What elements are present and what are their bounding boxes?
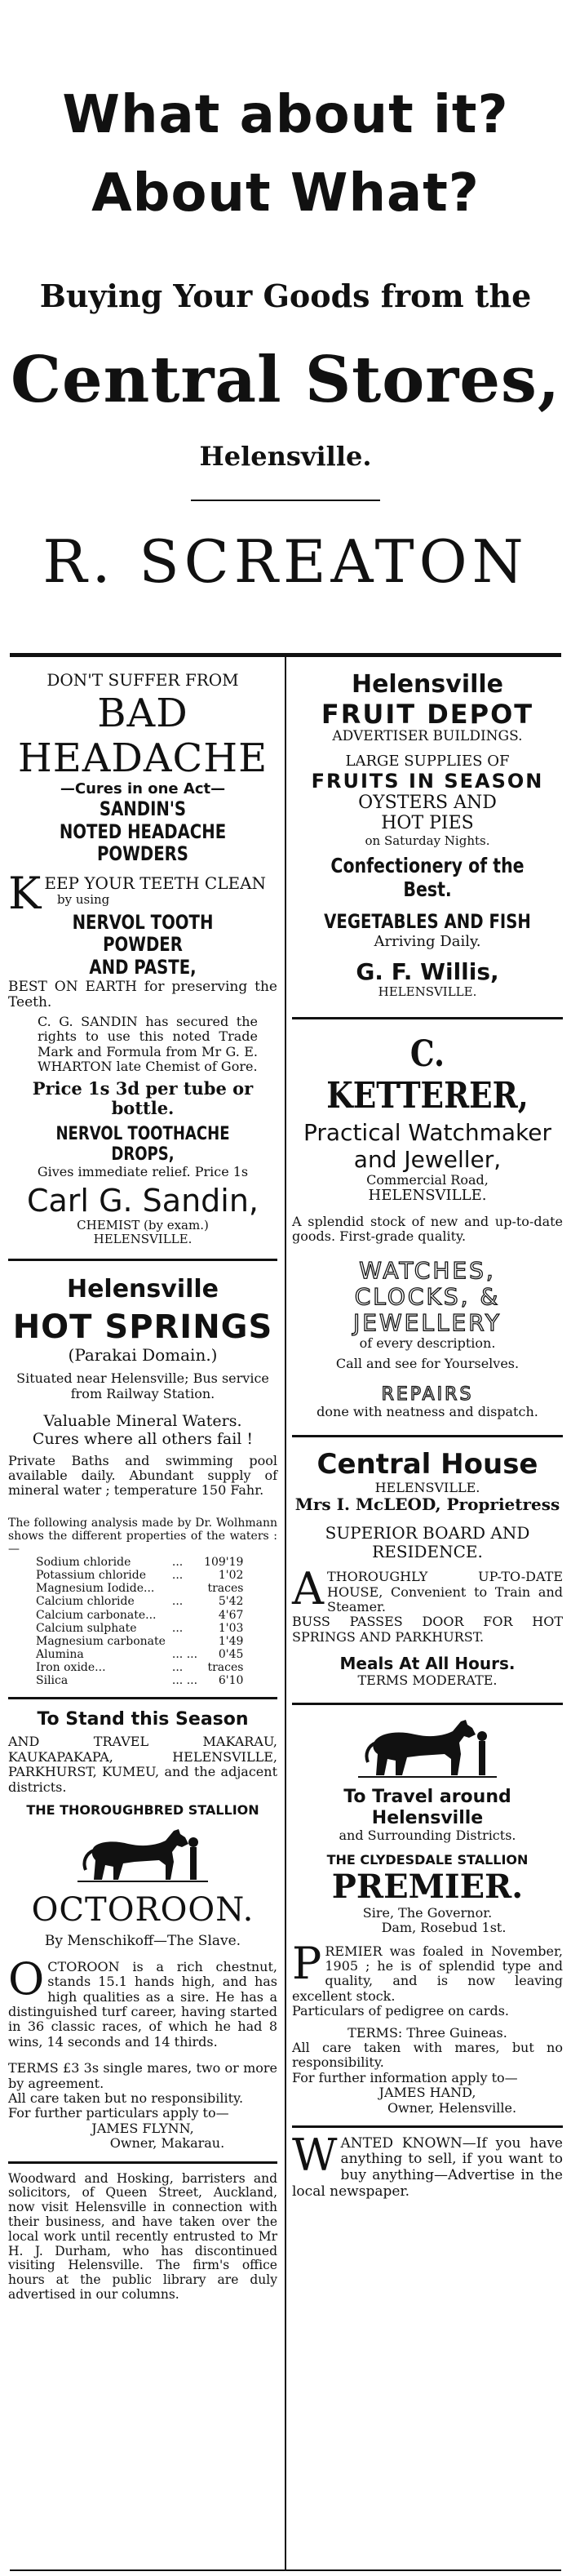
sandin-cures: —Cures in one Act— <box>60 780 226 798</box>
octoroon-particulars: For further particulars apply to— <box>8 2105 229 2121</box>
fruit-oysters: OYSTERS AND <box>358 793 497 814</box>
fruit-town: Helensville <box>351 670 504 699</box>
drops-relief: Gives immediate relief. Price 1s <box>37 1164 249 1180</box>
analysis-dots: ... <box>171 1569 184 1583</box>
premier-districts: and Surrounding Districts. <box>339 1828 516 1844</box>
fruit-arriving: Arriving Daily. <box>374 933 481 951</box>
sandin-secured: C. G. SANDIN has secured the rights to use this noted Trade Mark and Formula from Mr G. E. WHARTON late Chemist of Gore. <box>38 1013 258 1074</box>
ketterer-watches: WATCHES, <box>359 1256 496 1284</box>
premier-further: For further information apply to— <box>292 2069 518 2085</box>
ketterer-repairs: REPAIRS <box>381 1383 474 1405</box>
analysis-value: 1'49 <box>218 1634 244 1648</box>
premier-heading: To Travel around Helensville <box>343 1787 511 1828</box>
octoroon-dropcap: O <box>8 1952 45 2005</box>
ketterer-clocks: CLOCKS, & <box>354 1282 501 1310</box>
analysis-name: Magnesium Iodide... <box>36 1582 155 1596</box>
premier-sire: Sire, The Governor. <box>362 1904 493 1921</box>
headline-town: Helensville. <box>199 441 372 472</box>
sandin-product-2: NOTED HEADACHE POWDERS <box>59 819 227 866</box>
analysis-row <box>33 1595 246 1608</box>
sandin-price: Price 1s 3d per tube or bottle. <box>32 1078 254 1119</box>
premier-horse-icon <box>358 1713 497 1782</box>
premier-dropcap: P <box>292 1937 322 1989</box>
analysis-row <box>33 1648 246 1661</box>
ketterer-name: C. KETTERER, <box>326 1033 529 1117</box>
premier-owner: JAMES HAND, <box>378 2085 476 2101</box>
analysis-table <box>33 1556 246 1687</box>
ketterer-advert <box>292 1034 563 1419</box>
analysis-row <box>33 1635 246 1648</box>
analysis-name: Calcium sulphate <box>36 1621 137 1635</box>
drops-1: NERVOL TOOTHACHE <box>55 1123 230 1144</box>
analysis-dots: ... <box>171 1621 184 1635</box>
analysis-dots <box>169 1582 201 1595</box>
springs-town: Helensville <box>66 1274 219 1304</box>
tooth-product-2: AND PASTE, <box>89 956 197 979</box>
analysis-dots: ... <box>171 1556 184 1570</box>
house-meals: Meals At All Hours. <box>339 1654 516 1674</box>
octoroon-places: AND TRAVEL MAKARAU, KAUKAPAKAPA, HELENSVILLE, PARKHURST, KUMEU, and the adjacent districts. <box>8 1734 277 1795</box>
premier-dam: Dam, Rosebud 1st. <box>381 1920 507 1936</box>
springs-baths: Private Baths and swimming pool available daily. Abundant supply of mineral water ; temperature 150 Fahr. <box>8 1452 277 1499</box>
analysis-dots <box>169 1635 201 1648</box>
house-terms: TERMS MODERATE. <box>357 1672 498 1689</box>
house-bus: BUSS PASSES DOOR FOR HOT SPRINGS AND PARKHURST. <box>292 1614 563 1645</box>
analysis-name: Calcium carbonate... <box>36 1608 157 1622</box>
fruit-pies: HOT PIES <box>381 813 474 834</box>
teeth-line-1: EEP YOUR TEETH CLEAN <box>44 873 267 893</box>
fruit-saturday: on Saturday Nights. <box>365 833 490 848</box>
owner-screaton: R. SCREATON <box>42 527 529 596</box>
wanted-notice <box>292 2129 563 2200</box>
drops-2: DROPS, <box>111 1144 175 1165</box>
house-place: HELENSVILLE. <box>374 1479 480 1495</box>
springs-analysis-intro: The following analysis made by Dr. Wolhmann shows the different properties of the waters :— <box>8 1516 277 1557</box>
headline-what-about-it: What about it? <box>62 85 509 145</box>
sandin-chemist: CHEMIST (by exam.) <box>77 1218 209 1233</box>
analysis-row <box>33 1609 246 1622</box>
octoroon-desc-text: CTOROON is a rich chestnut, stands 15.1 hands high, and has high qualities as a sire. He has a distinguished turf career, having started in 36 classic races, of which he had 8 wins, 14 seconds and 14 thirds. <box>8 1958 277 2050</box>
octoroon-heading: To Stand this Season <box>37 1709 249 1730</box>
wanted-dropcap: W <box>292 2129 338 2181</box>
fruit-owner: G. F. Willis, <box>356 957 499 985</box>
short-rule <box>191 500 380 501</box>
house-board-1: SUPERIOR BOARD AND <box>325 1523 530 1543</box>
premier-stallion: THE CLYDESDALE STALLION <box>326 1852 529 1868</box>
tooth-best: BEST ON EARTH for preserving the Teeth. <box>8 978 277 1011</box>
headline-buying: Buying Your Goods from the <box>39 278 532 314</box>
premier-terms: TERMS: Three Guineas. <box>347 2024 507 2041</box>
headline-about-what: About What? <box>91 163 480 224</box>
analysis-name: Sodium chloride <box>36 1556 131 1570</box>
analysis-value: 5'42 <box>218 1595 244 1609</box>
analysis-dots: ... ... <box>171 1674 198 1687</box>
premier-owner-place: Owner, Helensville. <box>387 2099 517 2116</box>
analysis-value: 0'45 <box>218 1647 244 1661</box>
rule-left-3 <box>8 2161 277 2164</box>
springs-situated: Situated near Helensville; Bus service from Railway Station. <box>16 1370 269 1401</box>
ketterer-jewellery: JEWELLERY <box>353 1308 502 1336</box>
octoroon-stallion: THE THOROUGHBRED STALLION <box>26 1801 259 1818</box>
springs-title: HOT SPRINGS <box>12 1308 273 1347</box>
analysis-name: Alumina <box>36 1647 84 1661</box>
octoroon-care: All care taken but no responsibility. <box>8 2090 244 2107</box>
sandin-advert <box>8 671 277 1247</box>
analysis-row <box>33 1674 246 1687</box>
tooth-product-1: NERVOL TOOTH POWDER <box>72 910 214 957</box>
rule-left-2 <box>8 1697 277 1699</box>
sandin-lead: DON'T SUFFER FROM <box>46 670 239 690</box>
springs-cures: Cures where all others fail ! <box>32 1429 254 1448</box>
sandin-product: SANDIN'S <box>99 797 187 821</box>
analysis-row <box>33 1556 246 1569</box>
octoroon-advert <box>8 1709 277 2151</box>
premier-description <box>292 1937 563 2005</box>
octoroon-name: OCTOROON. <box>31 1891 255 1930</box>
sandin-name: Carl G. Sandin, <box>26 1182 259 1219</box>
house-title: Central House <box>316 1447 538 1481</box>
analysis-name: Magnesium carbonate <box>36 1634 166 1648</box>
analysis-value: 1'03 <box>218 1621 244 1635</box>
bottom-rule <box>10 2569 561 2571</box>
fruit-fruits: FRUITS IN SEASON <box>311 769 544 793</box>
analysis-name: Calcium chloride <box>36 1595 135 1609</box>
rule-left-1 <box>8 1259 277 1261</box>
ketterer-stock: A splendid stock of new and up-to-date goods. First-grade quality. <box>292 1213 563 1245</box>
premier-desc-text: REMIER was foaled in November, 1905 ; he is of splendid type and quality, and is now leaving excellent stock. <box>292 1943 563 2004</box>
rule-right-3 <box>292 1703 563 1705</box>
hot-springs-advert <box>8 1276 277 1687</box>
analysis-value: 4'67 <box>218 1608 244 1622</box>
analysis-dots <box>169 1609 201 1622</box>
ketterer-every: of every description. <box>359 1335 496 1352</box>
fruit-title: FRUIT DEPOT <box>321 698 534 730</box>
springs-valuable: Valuable Mineral Waters. <box>43 1412 242 1431</box>
ketterer-road: Commercial Road, <box>366 1171 489 1188</box>
rule-right-4 <box>292 2125 563 2128</box>
analysis-name: Silica <box>36 1674 69 1687</box>
analysis-value: 1'02 <box>218 1569 244 1583</box>
ketterer-call: Call and see for Yourselves. <box>335 1355 520 1371</box>
fruit-vegetables: VEGETABLES AND FISH <box>324 910 531 934</box>
analysis-dots: ... <box>171 1660 184 1674</box>
teeth-block <box>8 867 277 919</box>
analysis-row <box>33 1582 246 1595</box>
column-divider <box>285 657 286 2571</box>
fruit-address: ADVERTISER BUILDINGS. <box>332 728 523 745</box>
central-house-advert <box>292 1449 563 1689</box>
analysis-value: traces <box>207 1660 244 1674</box>
house-up-to-date <box>292 1563 563 1615</box>
analysis-value: 109'19 <box>204 1556 244 1570</box>
house-proprietress: Mrs I. McLEOD, Proprietress <box>294 1495 560 1515</box>
octoroon-owner-place: Owner, Makarau. <box>109 2135 225 2152</box>
sandin-title: BAD HEADACHE <box>17 691 268 782</box>
analysis-value: traces <box>207 1582 244 1596</box>
headline-central-stores: Central Stores, <box>10 343 561 417</box>
rule-right-1 <box>292 1017 563 1019</box>
analysis-row <box>33 1661 246 1674</box>
octoroon-owner: JAMES FLYNN, <box>91 2120 194 2136</box>
octoroon-terms: TERMS £3 3s single mares, two or more by agreement. <box>8 2060 277 2091</box>
analysis-row <box>33 1569 246 1582</box>
sandin-place: HELENSVILLE. <box>93 1232 193 1247</box>
analysis-row <box>33 1622 246 1635</box>
woodward-notice: Woodward and Hosking, barristers and solicitors, of Queen Street, Auckland, now visit Helensville in connection with their business, and have taken over the local work until recently entrusted to Mr H. J. Durham, who has discontinued visiting Helensville. The firm's office hours at the public library are duly advertised in our columns. <box>8 2170 277 2303</box>
premier-advert <box>292 1713 563 2115</box>
analysis-dots: ... <box>171 1595 184 1609</box>
fruit-confectionery: Confectionery of the Best. <box>330 853 525 901</box>
ketterer-place: HELENSVILLE. <box>368 1187 487 1205</box>
right-column <box>292 671 563 2200</box>
analysis-name: Potassium chloride <box>36 1569 147 1583</box>
premier-name: PREMIER. <box>331 1867 524 1906</box>
premier-pedigree: Particulars of pedigree on cards. <box>292 2003 509 2019</box>
ketterer-trade-2: and Jeweller, <box>353 1145 502 1173</box>
analysis-name: Iron oxide... <box>36 1660 106 1674</box>
octoroon-description <box>8 1952 277 2050</box>
house-dropcap: A <box>292 1563 324 1615</box>
premier-care: All care taken with mares, but no responsibility. <box>292 2039 563 2071</box>
analysis-dots: ... ... <box>171 1647 198 1661</box>
springs-domain: (Parakai Domain.) <box>68 1345 218 1366</box>
rule-right-2 <box>292 1435 563 1437</box>
wanted-text: ANTED KNOWN—If you have anything to sell, if you want to buy anything—Advertise in the local newspaper. <box>292 2134 563 2200</box>
teeth-dropcap: K <box>8 867 42 919</box>
teeth-line-2: by using <box>57 891 110 907</box>
ketterer-trade-1: Practical Watchmaker <box>303 1119 551 1147</box>
fruit-large: LARGE SUPPLIES OF <box>345 752 510 770</box>
house-up-text: THOROUGHLY UP-TO-DATE HOUSE, Convenient to Train and Steamer. <box>327 1569 563 1614</box>
fruit-depot-advert <box>292 671 563 999</box>
ketterer-done: done with neatness and dispatch. <box>316 1404 538 1420</box>
octoroon-horse-icon <box>77 1823 208 1886</box>
analysis-value: 6'10 <box>218 1674 244 1687</box>
house-board-2: RESIDENCE. <box>372 1542 483 1562</box>
octoroon-sire: By Menschikoff—The Slave. <box>44 1933 241 1950</box>
fruit-place: HELENSVILLE. <box>378 984 477 999</box>
left-column <box>8 671 277 2303</box>
